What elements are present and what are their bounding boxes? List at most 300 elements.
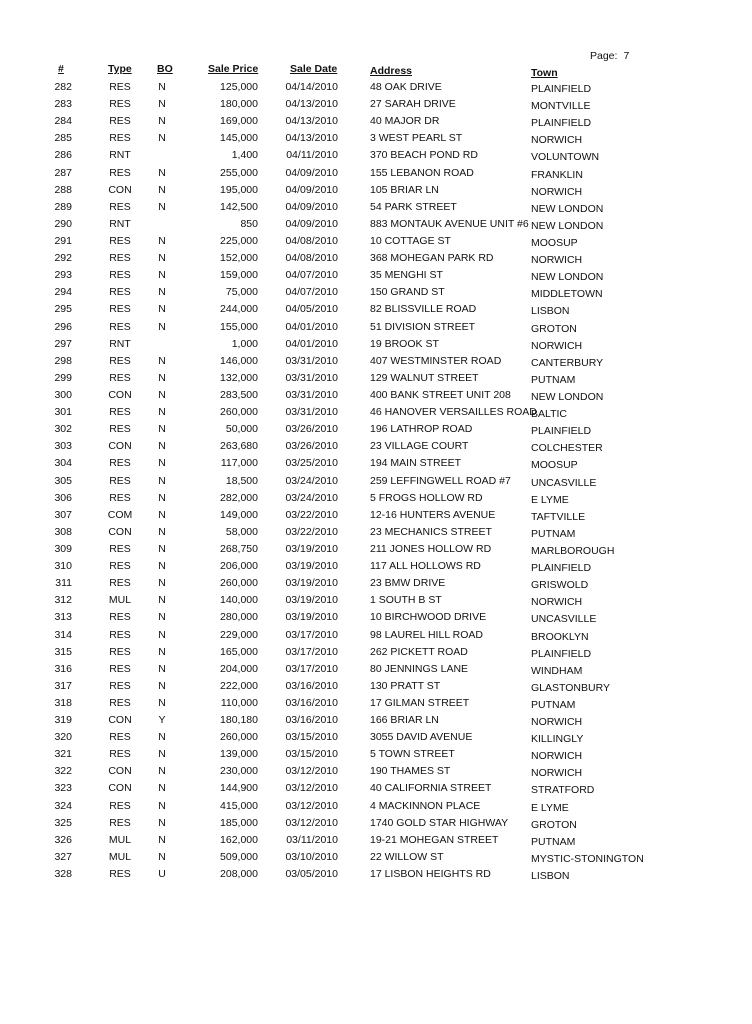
cell-sale-date: 03/11/2010 [286, 833, 338, 846]
cell-sale-date: 03/25/2010 [285, 457, 338, 470]
cell-sale-price: 1,400 [231, 149, 258, 162]
cell-number: 294 [54, 286, 72, 299]
cell-address: 82 BLISSVILLE ROAD [370, 303, 477, 316]
table-row [0, 492, 752, 509]
cell-town: MYSTIC-STONINGTON [531, 852, 644, 865]
cell-number: 302 [54, 423, 72, 436]
cell-bo: N [158, 782, 166, 795]
cell-sale-price: 268,750 [220, 542, 258, 555]
cell-sale-date: 03/19/2010 [285, 577, 338, 590]
table-row [0, 577, 752, 594]
cell-address: 23 BMW DRIVE [370, 577, 446, 590]
cell-town: PLAINFIELD [531, 83, 592, 95]
table-row [0, 765, 752, 782]
table-row [0, 149, 752, 166]
cell-number: 325 [54, 816, 72, 829]
cell-sale-date: 03/12/2010 [285, 782, 338, 795]
cell-bo: N [158, 320, 166, 333]
cell-bo: N [158, 816, 166, 829]
cell-number: 283 [54, 98, 72, 111]
cell-bo: N [158, 731, 166, 744]
cell-number: 320 [54, 731, 72, 744]
page-number-value: 7 [623, 50, 630, 62]
cell-sale-price: 162,000 [220, 833, 258, 846]
cell-sale-date: 03/31/2010 [285, 371, 338, 384]
cell-address: 117 ALL HOLLOWS RD [370, 560, 481, 573]
cell-sale-price: 185,000 [220, 816, 258, 829]
cell-sale-price: 159,000 [220, 269, 258, 282]
table-row [0, 372, 752, 389]
cell-town: GROTON [531, 818, 577, 831]
cell-type: RES [109, 320, 131, 333]
cell-sale-price: 180,180 [220, 714, 258, 727]
cell-sale-date: 04/05/2010 [285, 303, 338, 316]
cell-town: GROTON [531, 322, 577, 335]
cell-address: 98 LAUREL HILL ROAD [370, 628, 484, 641]
cell-sale-date: 03/31/2010 [285, 388, 338, 401]
cell-bo: N [158, 183, 166, 196]
cell-sale-date: 04/07/2010 [285, 269, 338, 282]
cell-bo: N [158, 542, 166, 555]
cell-sale-price: 165,000 [220, 645, 258, 658]
cell-sale-price: 280,000 [220, 611, 258, 624]
cell-town: PLAINFIELD [531, 425, 592, 438]
cell-number: 301 [54, 406, 72, 419]
cell-town: NEW LONDON [531, 390, 604, 403]
cell-town: E LYME [531, 801, 569, 814]
cell-bo: N [158, 423, 166, 436]
cell-sale-date: 04/09/2010 [285, 217, 338, 230]
cell-type: RES [109, 491, 131, 504]
cell-type: RES [109, 81, 131, 93]
cell-address: 40 CALIFORNIA STREET [370, 782, 492, 795]
cell-number: 282 [54, 81, 72, 93]
cell-bo: N [158, 115, 166, 128]
cell-type: RES [109, 354, 131, 367]
cell-sale-date: 03/17/2010 [285, 628, 338, 641]
cell-sale-price: 152,000 [220, 252, 258, 265]
cell-sale-price: 146,000 [220, 354, 258, 367]
cell-bo: N [158, 354, 166, 367]
cell-sale-price: 142,500 [220, 200, 258, 213]
cell-bo: N [158, 850, 166, 863]
cell-sale-date: 04/07/2010 [285, 286, 338, 299]
cell-sale-date: 03/19/2010 [285, 542, 338, 555]
table-row [0, 800, 752, 817]
cell-address: 17 GILMAN STREET [370, 696, 470, 709]
cell-bo: N [158, 252, 166, 265]
cell-type: RES [109, 474, 131, 487]
cell-address: 54 PARK STREET [370, 200, 457, 213]
cell-sale-price: 125,000 [220, 81, 258, 93]
cell-bo: N [158, 81, 166, 93]
table-row [0, 834, 752, 851]
cell-sale-price: 155,000 [220, 320, 258, 333]
cell-address: 5 TOWN STREET [370, 748, 455, 761]
table-row [0, 748, 752, 765]
table-row [0, 680, 752, 697]
cell-sale-date: 04/08/2010 [285, 252, 338, 265]
cell-address: 10 BIRCHWOOD DRIVE [370, 611, 487, 624]
cell-bo: N [158, 508, 166, 521]
cell-sale-date: 03/24/2010 [285, 474, 338, 487]
cell-address: 23 VILLAGE COURT [370, 440, 469, 453]
cell-number: 306 [54, 491, 72, 504]
cell-town: NEW LONDON [531, 202, 604, 215]
cell-type: RES [109, 371, 131, 384]
cell-bo: N [158, 234, 166, 247]
table-row [0, 611, 752, 628]
cell-type: RES [109, 406, 131, 419]
table-row [0, 817, 752, 834]
cell-bo: N [158, 628, 166, 641]
cell-sale-price: 509,000 [220, 850, 258, 863]
cell-town: KILLINGLY [531, 733, 584, 746]
cell-type: RES [109, 662, 131, 675]
cell-town: NEW LONDON [531, 219, 604, 232]
cell-type: RES [109, 98, 131, 111]
cell-address: 196 LATHROP ROAD [370, 423, 473, 436]
cell-address: 80 JENNINGS LANE [370, 662, 469, 675]
cell-sale-date: 03/16/2010 [285, 714, 338, 727]
table-row [0, 851, 752, 868]
cell-address: 22 WILLOW ST [370, 850, 444, 863]
header-town: Town [531, 67, 558, 79]
cell-number: 289 [54, 200, 72, 213]
cell-sale-date: 03/31/2010 [285, 354, 338, 367]
cell-address: 211 JONES HOLLOW RD [370, 542, 492, 555]
cell-sale-price: 255,000 [220, 166, 258, 179]
cell-sale-date: 04/09/2010 [285, 183, 338, 196]
cell-number: 313 [54, 611, 72, 624]
cell-type: MUL [108, 594, 132, 607]
cell-type: CON [108, 440, 132, 453]
cell-number: 317 [54, 679, 72, 692]
table-row [0, 81, 752, 98]
cell-number: 324 [54, 799, 72, 812]
cell-bo: N [158, 594, 166, 607]
cell-sale-price: 260,000 [220, 577, 258, 590]
table-row [0, 475, 752, 492]
cell-address: 166 BRIAR LN [370, 714, 439, 727]
cell-sale-date: 04/11/2010 [286, 149, 338, 162]
cell-sale-price: 282,000 [220, 491, 258, 504]
cell-number: 287 [54, 166, 72, 179]
cell-town: PUTNAM [531, 373, 576, 386]
page-number [590, 50, 629, 62]
table-row [0, 252, 752, 269]
cell-number: 316 [54, 662, 72, 675]
cell-bo: N [158, 406, 166, 419]
cell-type: RNT [109, 337, 131, 350]
cell-address: 194 MAIN STREET [370, 457, 462, 470]
cell-sale-price: 18,500 [225, 474, 258, 487]
cell-address: 262 PICKETT ROAD [370, 645, 468, 658]
cell-address: 3055 DAVID AVENUE [370, 731, 473, 744]
cell-number: 309 [54, 542, 72, 555]
table-row [0, 509, 752, 526]
cell-type: MUL [108, 850, 132, 863]
cell-sale-price: 195,000 [220, 183, 258, 196]
cell-town: FRANKLIN [531, 168, 583, 181]
cell-bo: N [158, 577, 166, 590]
cell-town: GRISWOLD [531, 579, 589, 592]
table-row [0, 201, 752, 218]
cell-sale-price: 1,000 [231, 337, 258, 350]
table-row [0, 184, 752, 201]
table-row [0, 440, 752, 457]
cell-address: 105 BRIAR LN [370, 183, 439, 196]
cell-type: RES [109, 731, 131, 744]
cell-town: CANTERBURY [531, 356, 604, 369]
cell-sale-price: 229,000 [220, 628, 258, 641]
cell-number: 310 [54, 560, 72, 573]
cell-sale-price: 144,900 [220, 782, 258, 795]
header-type: Type [108, 63, 132, 75]
cell-sale-date: 03/26/2010 [285, 440, 338, 453]
cell-sale-date: 03/22/2010 [285, 525, 338, 538]
cell-type: RES [109, 696, 131, 709]
table-row [0, 663, 752, 680]
table-row [0, 355, 752, 372]
cell-bo: N [158, 440, 166, 453]
cell-town: UNCASVILLE [531, 476, 597, 489]
cell-sale-date: 03/24/2010 [285, 491, 338, 504]
cell-type: RES [109, 286, 131, 299]
cell-type: RES [109, 560, 131, 573]
cell-bo: N [158, 132, 166, 145]
cell-bo: N [158, 286, 166, 299]
cell-number: 305 [54, 474, 72, 487]
cell-type: RES [109, 132, 131, 145]
cell-sale-date: 04/13/2010 [285, 98, 338, 111]
cell-number: 327 [54, 850, 72, 863]
cell-type: CON [108, 782, 132, 795]
cell-sale-date: 03/10/2010 [285, 850, 338, 863]
cell-sale-date: 03/12/2010 [285, 765, 338, 778]
table-row [0, 731, 752, 748]
cell-address: 129 WALNUT STREET [370, 371, 479, 384]
header-number: # [58, 63, 64, 75]
cell-sale-price: 117,000 [220, 457, 258, 470]
cell-number: 286 [54, 149, 72, 162]
cell-town: BALTIC [531, 408, 567, 421]
cell-sale-date: 03/16/2010 [285, 696, 338, 709]
cell-number: 290 [54, 217, 72, 230]
cell-number: 292 [54, 252, 72, 265]
cell-bo: N [158, 748, 166, 761]
table-row [0, 714, 752, 731]
cell-sale-date: 03/15/2010 [285, 731, 338, 744]
cell-sale-date: 04/08/2010 [285, 234, 338, 247]
table-row [0, 286, 752, 303]
cell-bo: N [158, 491, 166, 504]
cell-address: 51 DIVISION STREET [370, 320, 476, 333]
cell-sale-price: 58,000 [225, 525, 258, 538]
cell-address: 370 BEACH POND RD [370, 149, 478, 162]
cell-town: STRATFORD [531, 784, 595, 797]
cell-town: PUTNAM [531, 527, 576, 540]
table-row [0, 629, 752, 646]
cell-sale-date: 03/31/2010 [285, 406, 338, 419]
table-row [0, 868, 752, 885]
cell-number: 319 [54, 714, 72, 727]
cell-town: NORWICH [531, 254, 583, 267]
cell-town: NORWICH [531, 767, 583, 780]
table-row [0, 389, 752, 406]
header-sale-price: Sale Price [208, 63, 259, 75]
cell-bo: N [158, 525, 166, 538]
cell-sale-date: 03/17/2010 [285, 662, 338, 675]
cell-sale-price: 263,680 [220, 440, 258, 453]
cell-number: 296 [54, 320, 72, 333]
cell-number: 311 [55, 577, 72, 590]
cell-bo: N [158, 765, 166, 778]
table-row [0, 406, 752, 423]
cell-town: MARLBOROUGH [531, 544, 615, 557]
cell-type: RES [109, 269, 131, 282]
cell-town: NORWICH [531, 750, 583, 763]
cell-number: 314 [54, 628, 72, 641]
cell-address: 368 MOHEGAN PARK RD [370, 252, 494, 265]
cell-town: MIDDLETOWN [531, 288, 603, 301]
cell-sale-date: 04/14/2010 [285, 81, 338, 93]
cell-town: UNCASVILLE [531, 613, 597, 626]
cell-address: 40 MAJOR DR [370, 115, 440, 128]
cell-sale-date: 03/16/2010 [285, 679, 338, 692]
cell-town: MOOSUP [531, 236, 578, 249]
cell-sale-date: 03/22/2010 [285, 508, 338, 521]
table-row [0, 235, 752, 252]
header-bo: BO [157, 63, 173, 75]
cell-number: 323 [54, 782, 72, 795]
cell-bo: N [158, 799, 166, 812]
cell-address: 130 PRATT ST [370, 679, 441, 692]
cell-address: 48 OAK DRIVE [370, 81, 442, 93]
table-header [0, 63, 752, 79]
cell-sale-date: 04/01/2010 [285, 320, 338, 333]
table-row [0, 269, 752, 286]
cell-address: 12-16 HUNTERS AVENUE [370, 508, 496, 521]
table-row [0, 98, 752, 115]
cell-type: RNT [109, 217, 131, 230]
cell-bo: N [158, 200, 166, 213]
cell-bo: N [158, 696, 166, 709]
cell-address: 407 WESTMINSTER ROAD [370, 354, 502, 367]
cell-address: 155 LEBANON ROAD [370, 166, 474, 179]
cell-type: RES [109, 816, 131, 829]
cell-sale-date: 03/12/2010 [285, 799, 338, 812]
cell-sale-price: 260,000 [220, 731, 258, 744]
cell-sale-date: 03/17/2010 [285, 645, 338, 658]
cell-address: 1740 GOLD STAR HIGHWAY [370, 816, 509, 829]
cell-town: PLAINFIELD [531, 647, 592, 660]
cell-town: VOLUNTOWN [531, 151, 600, 164]
cell-sale-price: 132,000 [220, 371, 258, 384]
cell-type: MUL [108, 833, 132, 846]
cell-address: 35 MENGHI ST [370, 269, 443, 282]
cell-number: 284 [54, 115, 72, 128]
cell-sale-price: 222,000 [220, 679, 258, 692]
cell-sale-price: 180,000 [220, 98, 258, 111]
cell-address: 400 BANK STREET UNIT 208 [370, 388, 511, 401]
cell-address: 17 LISBON HEIGHTS RD [370, 868, 491, 881]
cell-number: 312 [54, 594, 72, 607]
header-sale-date: Sale Date [290, 63, 338, 75]
cell-bo: N [158, 474, 166, 487]
cell-number: 293 [54, 269, 72, 282]
cell-sale-price: 850 [240, 217, 258, 230]
cell-type: RES [109, 423, 131, 436]
cell-town: LISBON [531, 305, 570, 318]
cell-number: 300 [54, 388, 72, 401]
cell-number: 304 [54, 457, 72, 470]
cell-sale-price: 260,000 [220, 406, 258, 419]
cell-address: 4 MACKINNON PLACE [370, 799, 481, 812]
cell-number: 288 [54, 183, 72, 196]
cell-sale-price: 145,000 [220, 132, 258, 145]
cell-address: 1 SOUTH B ST [370, 594, 442, 607]
cell-number: 303 [54, 440, 72, 453]
table-row [0, 303, 752, 320]
cell-type: RES [109, 115, 131, 128]
cell-bo: N [158, 98, 166, 111]
cell-type: RES [109, 542, 131, 555]
cell-bo: N [158, 457, 166, 470]
cell-sale-price: 140,000 [220, 594, 258, 607]
cell-sale-date: 03/26/2010 [285, 423, 338, 436]
cell-number: 307 [54, 508, 72, 521]
cell-town: WINDHAM [531, 664, 583, 677]
cell-address: 10 COTTAGE ST [370, 234, 451, 247]
cell-type: RES [109, 457, 131, 470]
cell-number: 299 [54, 371, 72, 384]
cell-town: PUTNAM [531, 835, 576, 848]
cell-sale-price: 208,000 [220, 868, 258, 881]
cell-town: LISBON [531, 870, 570, 883]
cell-type: COM [107, 508, 133, 521]
cell-type: RES [109, 628, 131, 641]
cell-sale-date: 04/13/2010 [285, 115, 338, 128]
cell-sale-date: 03/19/2010 [285, 594, 338, 607]
cell-type: RES [109, 166, 131, 179]
cell-type: RNT [109, 149, 131, 162]
cell-bo: N [158, 388, 166, 401]
cell-type: RES [109, 252, 131, 265]
cell-type: CON [108, 388, 132, 401]
table-row [0, 423, 752, 440]
cell-sale-price: 139,000 [220, 748, 258, 761]
cell-type: RES [109, 200, 131, 213]
cell-number: 291 [54, 234, 72, 247]
cell-sale-price: 415,000 [220, 799, 258, 812]
table-row [0, 321, 752, 338]
cell-type: CON [108, 714, 132, 727]
cell-address: 190 THAMES ST [370, 765, 451, 778]
cell-sale-price: 110,000 [220, 696, 258, 709]
cell-address: 19 BROOK ST [370, 337, 439, 350]
cell-type: RES [109, 303, 131, 316]
cell-bo: N [158, 662, 166, 675]
cell-sale-date: 04/09/2010 [285, 166, 338, 179]
cell-bo: N [158, 611, 166, 624]
cell-town: PLAINFIELD [531, 117, 592, 130]
cell-bo: N [158, 833, 166, 846]
cell-type: RES [109, 868, 131, 881]
cell-bo: N [158, 269, 166, 282]
cell-type: RES [109, 645, 131, 658]
table-row [0, 526, 752, 543]
